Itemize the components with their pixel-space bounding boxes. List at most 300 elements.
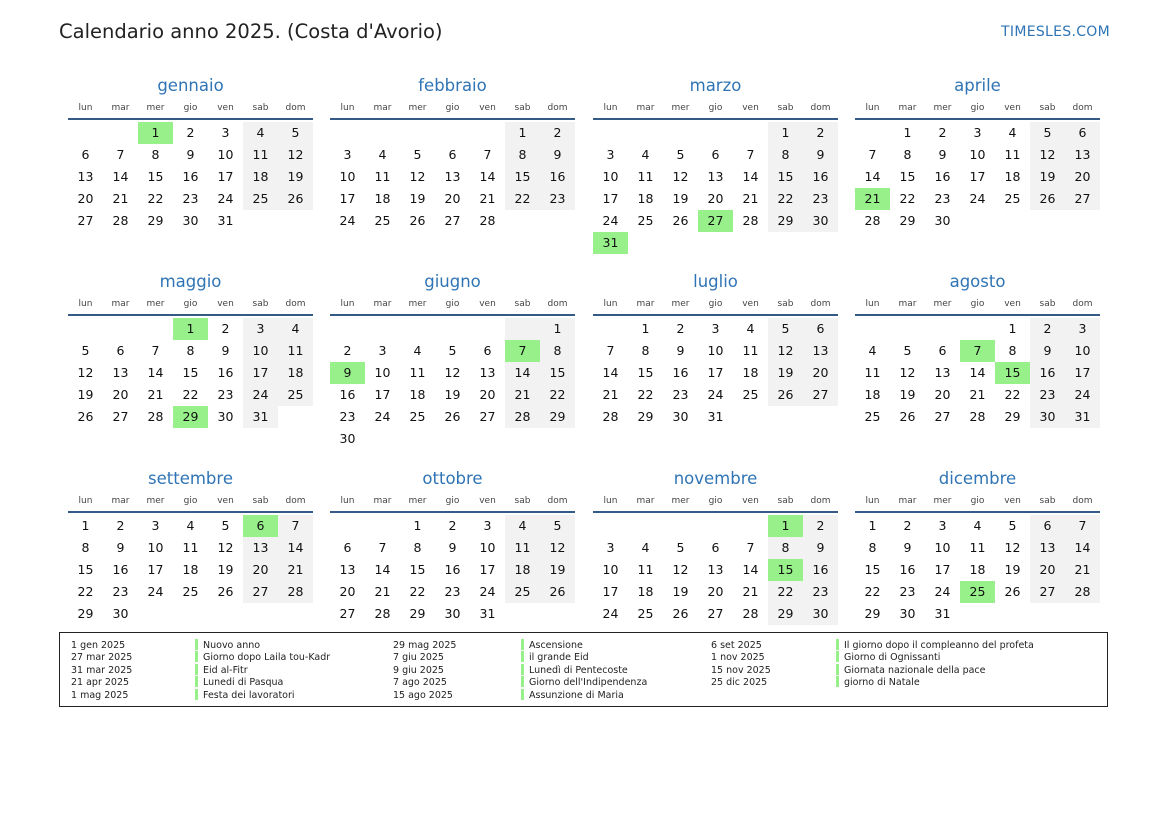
day-cell: 6 [483,343,492,358]
day-cell: 27 [1030,581,1065,603]
empty-cell [628,122,663,144]
day-cell: 26 [77,409,94,424]
legend-entry [521,690,647,702]
empty-cell [68,318,103,340]
day-cell: 24 [217,191,234,206]
day-cell: 14 [112,169,129,184]
day-cell: 28 [374,606,391,621]
weekday-label: gio [183,496,198,506]
day-cell: 20 [479,387,496,402]
day-cell: 8 [903,147,912,162]
weekday-label: lun [78,496,93,506]
month-luglio [593,268,838,428]
legend-entry [521,677,647,689]
day-cell: 7 [483,147,492,162]
day-cell: 24 [374,409,391,424]
legend-entry [521,665,647,677]
empty-cell [330,515,365,537]
day-cell: 7 [378,540,387,555]
weekday-label: ven [1004,496,1021,506]
day-cell: 6 [448,147,457,162]
weekday-label: sab [252,103,269,113]
day-cell: 29 [1004,409,1021,424]
day-cell: 7 [868,147,877,162]
weekday-label: mer [671,299,690,309]
day-cell: 23 [803,188,838,210]
day-cell: 27 [112,409,129,424]
weekday-label: mer [933,103,952,113]
day-cell: 27 [479,409,496,424]
legend-date: 27 mar 2025 [71,652,133,664]
day-cell: 5 [540,515,575,537]
day-cell: 26 [540,581,575,603]
day-cell: 18 [1004,169,1021,184]
day-cell: 13 [707,562,724,577]
day-cell: 22 [182,387,199,402]
day-cell: 28 [864,213,881,228]
day-cell: 30 [803,603,838,625]
day-cell: 13 [707,169,724,184]
day-cell: 7 [746,147,755,162]
day-cell: 8 [868,540,877,555]
day-cell: 25 [742,387,759,402]
day-cell: 2 [676,321,685,336]
day-cell: 1 [505,122,540,144]
day-cell: 15 [182,365,199,380]
day-cell: 22 [768,581,803,603]
day-cell: 24 [243,384,278,406]
day-cell: 24 [147,584,164,599]
day-cell: 29 [637,409,654,424]
weekday-label: ven [742,299,759,309]
empty-cell [330,318,365,340]
day-cell: 7 [746,540,755,555]
day-cell: 19 [217,562,234,577]
day-cell: 11 [742,343,759,358]
weekday-label: lun [865,496,880,506]
day-cell: 11 [374,169,391,184]
day-cell: 19 [540,559,575,581]
weekday-label: ven [217,103,234,113]
day-cell: 27 [339,606,356,621]
day-cell: 3 [973,125,982,140]
weekday-label: gio [445,299,460,309]
weekday-header [855,100,1100,120]
day-cell: 14 [1065,537,1100,559]
day-cell: 16 [339,387,356,402]
day-cell: 21 [602,387,619,402]
legend-entry [836,677,1034,689]
weekday-label: sab [777,299,794,309]
month-name: gennaio [157,76,224,95]
day-cell: 4 [746,321,755,336]
day-cell: 17 [243,362,278,384]
legend-date: 15 nov 2025 [711,664,771,676]
day-cell: 30 [803,210,838,232]
day-cell: 14 [602,365,619,380]
day-cell: 31 [1065,406,1100,428]
weekday-label: dom [547,103,568,113]
legend-holiday-name: Nuovo anno [203,640,261,651]
day-cell: 17 [1065,362,1100,384]
day-cell: 12 [278,144,313,166]
weekday-label: sab [1039,299,1056,309]
legend-date: 7 ago 2025 [393,677,447,689]
day-cell: 7 [606,343,615,358]
day-cell: 13 [479,365,496,380]
empty-cell [68,122,103,144]
weekday-label: gio [970,496,985,506]
weekday-label: lun [78,299,93,309]
day-cell: 14 [374,562,391,577]
holiday-day-cell: 31 [593,232,628,254]
day-cell: 10 [243,340,278,362]
empty-cell [138,318,173,340]
day-cell: 23 [899,584,916,599]
empty-cell [103,318,138,340]
day-cell: 21 [479,191,496,206]
weekday-label: gio [708,299,723,309]
empty-cell [663,515,698,537]
day-cell: 13 [339,562,356,577]
day-cell: 3 [606,147,615,162]
holiday-color-swatch [195,689,198,700]
day-cell: 19 [672,191,689,206]
day-cell: 19 [1030,166,1065,188]
weekday-label: gio [970,103,985,113]
legend-entry [836,640,1034,652]
weekday-label: mer [408,496,427,506]
day-cell: 24 [339,213,356,228]
weekday-label: gio [183,299,198,309]
day-cell: 15 [77,562,94,577]
day-cell: 24 [707,387,724,402]
day-cell: 27 [934,409,951,424]
holiday-day-cell: 9 [330,362,365,384]
day-cell: 4 [1008,125,1017,140]
day-cell: 4 [186,518,195,533]
day-cell: 17 [147,562,164,577]
weekday-label: ven [479,103,496,113]
legend-entry [195,652,330,664]
day-cell: 25 [637,606,654,621]
day-cell: 31 [707,409,724,424]
day-cell: 15 [505,166,540,188]
legend-holiday-name: Ascensione [529,640,583,651]
day-grid [593,120,838,254]
day-cell: 9 [903,540,912,555]
day-cell: 4 [641,540,650,555]
day-cell: 21 [374,584,391,599]
day-cell: 18 [637,191,654,206]
day-cell: 16 [182,169,199,184]
day-cell: 3 [483,518,492,533]
day-cell: 1 [81,518,90,533]
day-cell: 16 [444,562,461,577]
day-cell: 22 [505,188,540,210]
day-cell: 28 [969,409,986,424]
weekday-label: ven [217,299,234,309]
month-name: luglio [693,272,738,291]
day-cell: 9 [540,144,575,166]
day-cell: 16 [672,365,689,380]
day-cell: 20 [934,387,951,402]
day-cell: 4 [413,343,422,358]
day-cell: 28 [278,581,313,603]
day-cell: 10 [374,365,391,380]
day-cell: 15 [147,169,164,184]
day-cell: 19 [672,584,689,599]
day-cell: 20 [707,584,724,599]
day-cell: 12 [1004,540,1021,555]
empty-cell [400,122,435,144]
weekday-label: mar [373,299,392,309]
day-cell: 14 [278,537,313,559]
day-cell: 16 [1030,362,1065,384]
empty-cell [733,122,768,144]
weekday-label: lun [865,299,880,309]
weekday-label: sab [1039,496,1056,506]
day-cell: 25 [637,213,654,228]
legend-holiday-name: Lunedì di Pentecoste [529,664,628,676]
day-cell: 3 [711,321,720,336]
day-cell: 19 [899,387,916,402]
legend-holiday-name: Assunzione di Maria [529,689,624,701]
weekday-label: sab [1039,103,1056,113]
day-cell: 2 [343,343,352,358]
day-cell: 21 [969,387,986,402]
weekday-label: ven [479,496,496,506]
day-cell: 8 [768,144,803,166]
legend-entry [195,665,330,677]
day-cell: 10 [969,147,986,162]
day-grid [330,513,575,625]
weekday-header [330,296,575,316]
empty-cell [593,122,628,144]
weekday-label: mar [111,103,130,113]
day-cell: 19 [444,387,461,402]
legend-holiday-name: Il giorno dopo il compleanno del profeta [844,640,1034,651]
month-maggio [68,268,313,428]
weekday-header [68,296,313,316]
holiday-day-cell: 1 [138,122,173,144]
holiday-color-swatch [836,639,839,650]
empty-cell [628,515,663,537]
empty-cell [855,122,890,144]
weekday-label: ven [1004,299,1021,309]
day-cell: 9 [116,540,125,555]
day-cell: 10 [934,540,951,555]
day-cell: 8 [540,340,575,362]
holiday-color-swatch [836,664,839,675]
day-cell: 2 [938,125,947,140]
day-cell: 11 [1004,147,1021,162]
day-cell: 30 [934,213,951,228]
day-cell: 9 [221,343,230,358]
day-cell: 24 [602,606,619,621]
weekday-label: lun [78,103,93,113]
day-grid [593,316,838,428]
day-cell: 18 [637,584,654,599]
weekday-label: lun [340,299,355,309]
day-cell: 15 [409,562,426,577]
day-cell: 17 [969,169,986,184]
day-cell: 4 [378,147,387,162]
day-cell: 2 [1030,318,1065,340]
day-cell: 27 [707,606,724,621]
day-cell: 22 [768,188,803,210]
day-cell: 25 [182,584,199,599]
weekday-label: gio [708,496,723,506]
weekday-label: lun [603,496,618,506]
day-cell: 3 [378,343,387,358]
day-cell: 17 [479,562,496,577]
page-title: Calendario anno 2025. (Costa d'Avorio) [59,20,443,43]
day-cell: 28 [602,409,619,424]
day-cell: 31 [243,406,278,428]
legend-date: 25 dic 2025 [711,677,768,689]
day-cell: 21 [1065,559,1100,581]
day-grid [855,316,1100,428]
weekday-label: dom [810,103,831,113]
day-cell: 6 [711,540,720,555]
day-grid [593,513,838,625]
holiday-day-cell: 27 [698,210,733,232]
day-cell: 1 [641,321,650,336]
day-cell: 7 [116,147,125,162]
day-cell: 16 [540,166,575,188]
day-cell: 19 [77,387,94,402]
legend-holiday-name: Giornata nazionale della pace [844,664,986,676]
day-cell: 15 [864,562,881,577]
holiday-color-swatch [836,651,839,662]
day-cell: 29 [540,406,575,428]
day-cell: 30 [339,431,356,446]
day-cell: 12 [444,365,461,380]
day-cell: 1 [903,125,912,140]
day-cell: 13 [444,169,461,184]
day-cell: 13 [1030,537,1065,559]
day-cell: 11 [969,540,986,555]
day-cell: 25 [278,384,313,406]
day-cell: 11 [637,169,654,184]
day-cell: 26 [1004,584,1021,599]
legend-entry [836,652,1034,664]
weekday-label: dom [1072,103,1093,113]
day-cell: 25 [374,213,391,228]
day-cell: 14 [742,562,759,577]
weekday-label: mar [636,299,655,309]
day-cell: 21 [112,191,129,206]
legend-entry [836,665,1034,677]
weekday-header [68,100,313,120]
holiday-day-cell: 29 [173,406,208,428]
day-cell: 16 [803,166,838,188]
day-cell: 5 [1030,122,1065,144]
day-grid [330,120,575,232]
day-cell: 28 [112,213,129,228]
day-cell: 4 [641,147,650,162]
day-cell: 15 [768,166,803,188]
legend-names-col-1 [195,640,330,702]
legend-names-col-2 [521,640,647,702]
day-cell: 22 [77,584,94,599]
day-cell: 31 [217,213,234,228]
day-cell: 1 [413,518,422,533]
weekday-label: gio [445,496,460,506]
day-cell: 4 [243,122,278,144]
day-cell: 13 [243,537,278,559]
day-cell: 14 [147,365,164,380]
weekday-label: lun [603,299,618,309]
day-cell: 3 [221,125,230,140]
month-name: settembre [148,469,233,488]
day-cell: 18 [864,387,881,402]
weekday-label: mer [146,103,165,113]
day-cell: 30 [444,606,461,621]
day-cell: 18 [409,387,426,402]
day-grid [68,120,313,232]
day-cell: 22 [409,584,426,599]
day-cell: 10 [339,169,356,184]
holiday-color-swatch [521,639,524,650]
day-cell: 25 [505,581,540,603]
weekday-label: mer [146,496,165,506]
day-cell: 9 [803,144,838,166]
day-cell: 27 [243,581,278,603]
empty-cell [890,318,925,340]
legend-holiday-name: Giorno dell'Indipendenza [529,677,648,689]
day-cell: 1 [768,122,803,144]
day-cell: 19 [278,166,313,188]
day-cell: 6 [711,147,720,162]
weekday-label: sab [777,103,794,113]
day-cell: 13 [77,169,94,184]
day-cell: 2 [903,518,912,533]
day-cell: 9 [448,540,457,555]
day-cell: 12 [1030,144,1065,166]
day-cell: 21 [147,387,164,402]
weekday-label: mar [373,103,392,113]
brand-link[interactable]: TIMESLES.COM [1001,24,1110,40]
weekday-label: lun [865,103,880,113]
empty-cell [400,318,435,340]
weekday-label: sab [514,103,531,113]
day-cell: 19 [768,362,803,384]
weekday-label: dom [810,299,831,309]
day-cell: 6 [803,318,838,340]
day-cell: 17 [339,191,356,206]
day-cell: 16 [217,365,234,380]
day-cell: 26 [768,384,803,406]
day-cell: 24 [969,191,986,206]
empty-cell [663,122,698,144]
legend-date: 29 mag 2025 [393,640,457,651]
day-cell: 28 [1065,581,1100,603]
month-name: aprile [954,76,1001,95]
day-cell: 23 [444,584,461,599]
day-cell: 26 [278,188,313,210]
day-cell: 20 [112,387,129,402]
day-cell: 30 [899,606,916,621]
weekday-label: mar [898,103,917,113]
day-cell: 10 [1065,340,1100,362]
day-cell: 4 [868,343,877,358]
weekday-label: dom [547,299,568,309]
empty-cell [365,122,400,144]
day-cell: 24 [934,584,951,599]
month-name: marzo [689,76,742,95]
